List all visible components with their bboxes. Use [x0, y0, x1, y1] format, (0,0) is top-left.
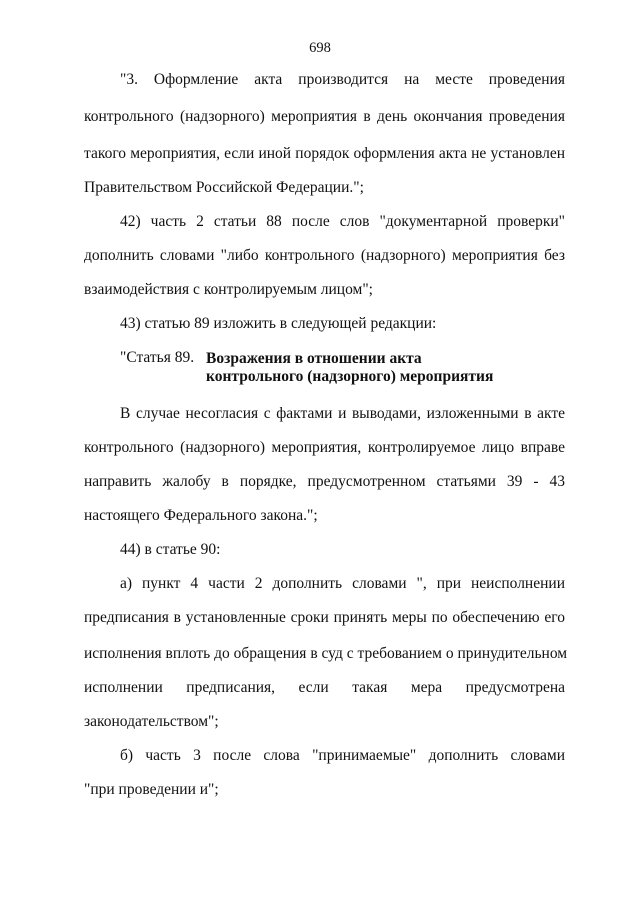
article-title: Возражения в отношении акта	[206, 350, 422, 367]
text-line: "при проведении и";	[84, 781, 219, 798]
text-line: исполнении предписания, если такая мера предусмотрена	[84, 679, 565, 696]
text-line: законодательством";	[84, 713, 219, 730]
text-line: 44) в статье 90:	[120, 541, 221, 558]
text-line: предписания в установленные сроки принять меры по обеспечению его	[84, 609, 565, 626]
text-line: контрольного (надзорного) мероприятия в день окончания проведения	[84, 108, 565, 125]
text-line: взаимодействия с контролируемым лицом";	[84, 281, 373, 298]
text-line: направить жалобу в порядке, предусмотренном статьями 39 - 43	[84, 473, 565, 490]
text-line: а) пункт 4 части 2 дополнить словами ", при неисполнении	[120, 575, 565, 592]
text-line: контрольного (надзорного) мероприятия, контролируемое лицо вправе	[84, 439, 565, 456]
text-line: настоящего Федерального закона.";	[84, 507, 318, 524]
text-line: 42) часть 2 статьи 88 после слов "документарной проверки"	[120, 213, 565, 230]
text-line: дополнить словами "либо контрольного (надзорного) мероприятия без	[84, 247, 565, 264]
text-line: исполнения вплоть до обращения в суд с требованием о принудительном	[84, 645, 568, 662]
text-line: "3. Оформление акта производится на месте проведения	[120, 71, 565, 88]
text-line: б) часть 3 после слова "принимаемые" дополнить словами	[120, 747, 565, 764]
text-line: такого мероприятия, если иной порядок оформления акта не установлен	[84, 145, 565, 162]
text-line: Правительством Российской Федерации.";	[84, 179, 364, 196]
page-number: 698	[309, 40, 331, 56]
article-number: "Статья 89.	[120, 349, 195, 366]
article-title: контрольного (надзорного) мероприятия	[206, 368, 494, 385]
text-line: В случае несогласия с фактами и выводами, изложенными в акте	[120, 405, 565, 422]
text-line: 43) статью 89 изложить в следующей редакции:	[120, 315, 437, 332]
